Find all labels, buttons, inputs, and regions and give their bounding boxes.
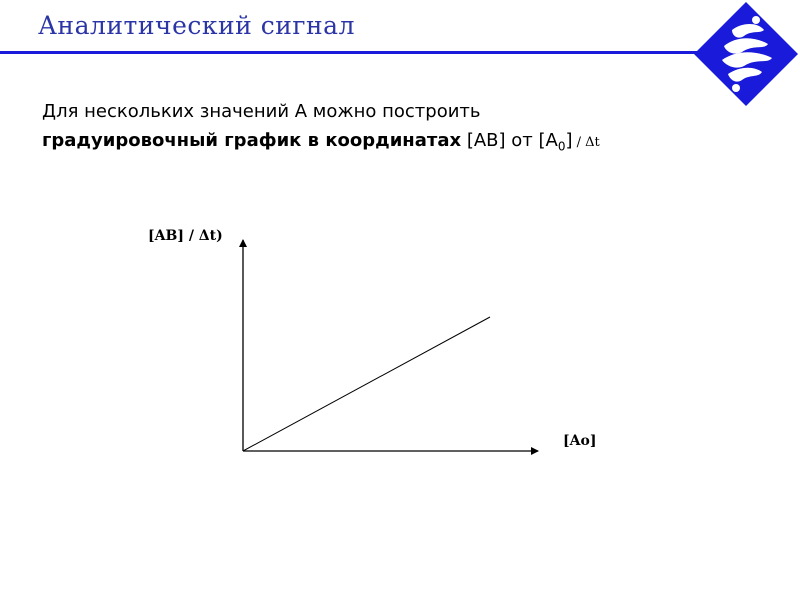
y-axis-label: [AB] / Δt) [148, 228, 223, 244]
description-subscript: 0 [557, 139, 566, 154]
description-bold-phrase: градуировочный график в координатах [42, 130, 462, 151]
description-coords-b: ] [565, 130, 573, 151]
description-delta-t: / Δt [572, 135, 600, 150]
x-axis-label: [Ao] [563, 433, 597, 449]
description-line-1: Для нескольких значений А можно построить [42, 101, 481, 122]
description-coords-a: [АВ] от [А [461, 130, 558, 151]
slide-title: Аналитический сигнал [38, 11, 355, 40]
calibration-line [243, 317, 490, 451]
